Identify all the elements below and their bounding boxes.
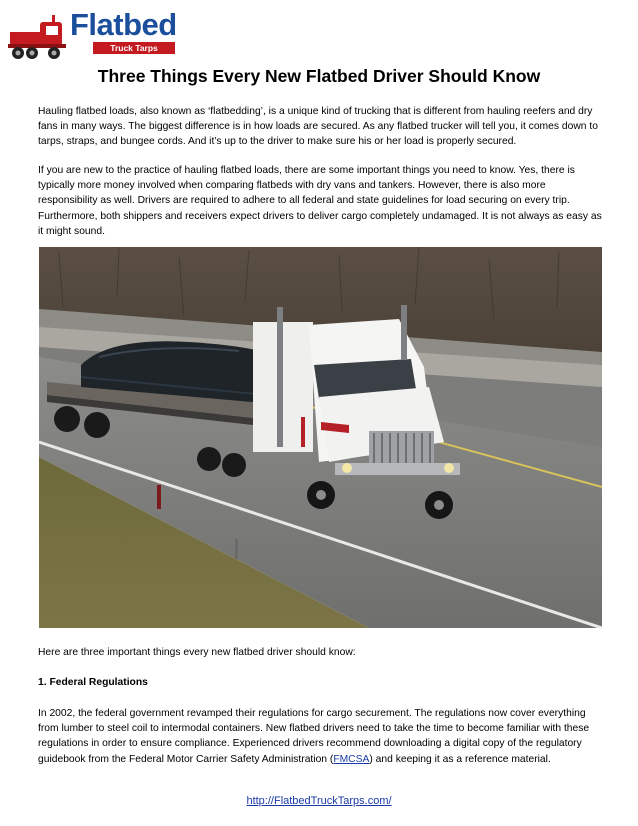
paragraph-text-end: ) and keeping it as a reference material.: [369, 753, 551, 765]
flatbed-truck-photo: [39, 247, 602, 628]
list-intro: Here are three important things every new flatbed driver should know:: [38, 647, 356, 658]
footer-url-wrap: [0, 795, 638, 807]
second-paragraph: If you are new to the practice of hauling flatbed loads, there are some important things you need to know. Yes, there is typically more money involved when comparing flatbeds with dry vans and tankers. However, there is also more responsibility as well. Drivers are required to adhere to all federal and state guidelines for load securing on every trip. Furthermore, both shippers and receivers expect drivers to deliver cargo completely undamaged. It is not always as easy as it might sound.: [38, 165, 602, 237]
paragraph-text-start: In 2002, the federal government revamped their regulations for cargo securement. The regulations now cover everything from lumber to steel coil to intermodal containers. New flatbed drivers need to take the time to become familiar with these regulations in order to ensure compliance. Experienced drivers recommend downloading a digital copy of the regulatory guidebook from the Federal Motor Carrier Safety Administration (: [38, 708, 590, 765]
brand-logo[interactable]: [8, 6, 178, 64]
logo-brand-text: Flatbed: [70, 7, 177, 42]
fmcsa-link[interactable]: FMCSA: [333, 753, 370, 765]
truck-logo-icon: [8, 14, 70, 64]
logo-subtitle: Truck Tarps: [93, 42, 175, 54]
section-heading-federal-regulations: 1. Federal Regulations: [38, 677, 148, 688]
intro-paragraph: Hauling flatbed loads, also known as ‘flatbedding’, is a unique kind of trucking that is different from hauling reefers and dry fans in many ways. The biggest difference is in how loads are secured. As any flatbed trucker will tell you, it comes down to tarps, straps, and bungee cords. And it’s up to the driver to make sure his or her load is properly secured.: [38, 106, 598, 148]
footer-url-link[interactable]: http://FlatbedTruckTarps.com/: [246, 795, 392, 807]
page-title: Three Things Every New Flatbed Driver Should Know: [97, 66, 541, 86]
federal-regulations-paragraph: [38, 706, 604, 767]
